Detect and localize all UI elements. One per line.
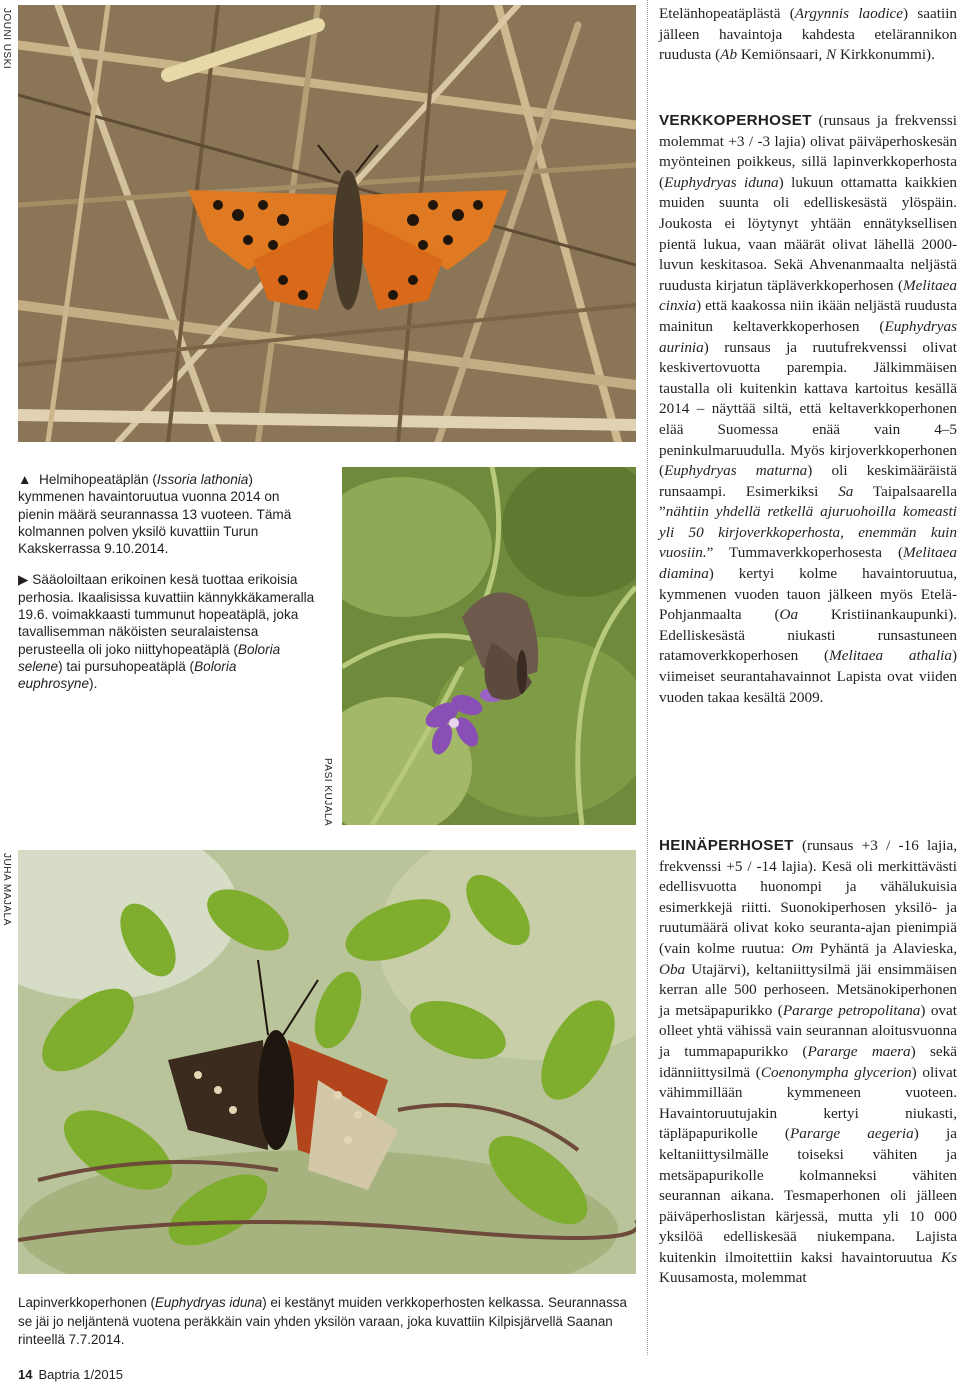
region-code: Om — [791, 939, 814, 957]
text: ) lukuun ottamatta kaikkien muiden suunta oli edelliskesästä ylöspäin. Joukosta ei löytynyt yhtään ennätyksellisen pientä lukua, vaan määrät olivat lähellä 2000-luvun keskitasoa. Sekä Ahvenanmaalta neljästä ruudusta kirjatun täpläverkkoperhosen ( — [659, 173, 957, 294]
right-triangle-icon: ▶ — [18, 572, 29, 588]
species-name: Melitaea diamina — [659, 544, 957, 583]
page-footer — [18, 1367, 123, 1382]
caption-text: Sääoloiltaan erikoinen kesä tuottaa erikoisia perhosia. Ikaalisissa kuvattiin kännykkäkameralla 19.6. voimakkaasti tummunut hopeatäplä, joka tavallisemman näköisten seuralaistensa perusteella oli joko niittyhopeatäplä ( — [18, 572, 315, 657]
text: ) sekä idänniittysilmä ( — [659, 1042, 957, 1081]
up-triangle-icon: ▲ — [18, 472, 32, 487]
species-name: Boloria selene — [18, 641, 281, 674]
photo-credit-bottom: JUHA MAJALA — [1, 853, 12, 926]
section-heading-verkkoperhoset: VERKKOPERHOSET — [659, 112, 812, 129]
caption-text: ). — [89, 676, 98, 692]
species-name: Pararge aegeria — [790, 1125, 914, 1143]
photo-darkened-fritillary — [342, 467, 636, 825]
text: (runsaus +3 / -16 lajia, frekvenssi +5 / -14 lajia). Kesä oli merkittävästi edellisvuotta huonompi ja vähälukuisia esimerkkejä riitti. Suonokiperhosen yksilö- ja ruutumäärä olivat koko seuranta-ajan pienimpiä (vain kolme ruutua: — [659, 837, 957, 957]
text: ) runsaus ja ruutufrekvenssi olivat keskivertovuotta parempia. Jälkimmäisen taustalla oli kuitenkin kattava kartoitus kesällä 2014 – näyttää siltä, että keltaverkkoperhonen elää Suomessa enää vain 4–5 peninkulmaruudulla. Myös kirjoverkkoperhonen ( — [659, 338, 957, 480]
text: ) saatiin jälleen havaintoja kahdesta etelärannikon ruudusta ( — [659, 5, 958, 64]
species-name: Argynnis laodice — [794, 5, 904, 22]
photo-lapland-fritillary — [18, 850, 636, 1274]
caption-text: ) ei kestänyt muiden verkkoperhosten kelkassa. Seurannassa se jäi jo neljäntenä vuotena peräkkäin vain yhden yksilön varaan, joka kuvattiin Kilpisjärvellä Saanan rinteellä 7.7.2014. — [18, 1295, 627, 1347]
text: Pyhäntä ja Alavieska, — [813, 939, 958, 957]
section-heading-heinaperhoset: HEINÄPERHOSET — [659, 837, 794, 854]
paragraph-intro — [659, 4, 957, 66]
photo-credit-middle: PASI KUJALA — [322, 758, 333, 827]
text: ) viimeiset seurantahavainnot Lapista ovat viiden vuoden takaa kesältä 2009. — [659, 647, 957, 706]
region-code: Sa — [838, 482, 854, 500]
species-name: Euphydryas iduna — [664, 173, 779, 191]
region-code: Oba — [659, 960, 686, 978]
column-divider — [647, 0, 648, 1355]
caption-text: Helmihopeatäplän ( — [39, 472, 157, 487]
caption-paragraph-1 — [18, 471, 318, 557]
region-code: N — [826, 46, 837, 64]
text: ) kertyi kolme havaintoruutua, kymmenen vuoden tauon jälkeen myös Etelä-Pohjanmaalta ( — [659, 565, 957, 624]
article-column-heinaperhoset — [659, 836, 957, 1289]
paragraph-heinaperhoset — [659, 836, 957, 1289]
text: Kemiönsaari, — [737, 46, 827, 64]
species-name: Melitaea athalia — [829, 647, 952, 665]
text: ) olivat vähimmillään kymmeneen vuoteen. Havaintoruutujakin kertyi niukasti, täpläpapurikolle ( — [659, 1063, 957, 1143]
species-name: Boloria euphrosyne — [18, 658, 237, 692]
text: Kirkkonummi). — [836, 46, 935, 64]
text: Kuusamosta, molemmat — [659, 1269, 807, 1287]
region-code: Ks — [940, 1248, 957, 1266]
caption-bottom — [18, 1294, 633, 1350]
species-name: Euphydryas aurinia — [659, 317, 957, 356]
article-column-verkkoperhoset — [659, 111, 957, 708]
text: Etelänhopeatäplästä ( — [659, 5, 795, 22]
photo-queen-of-spain-fritillary — [18, 5, 636, 442]
species-name: Pararge petropolitana — [782, 1001, 921, 1019]
quotation: nähtiin yhdellä retkellä ajuruohoilla komeasti yli 50 kirjoverkkoperhosta, enemmän kuin vuosiin. — [659, 503, 957, 562]
paragraph-verkkoperhoset — [659, 111, 957, 708]
text: Taipalsaarella ” — [659, 482, 958, 521]
species-name: Issoria lathonia — [156, 472, 249, 487]
photo-credit-top: JOUNI USKI — [1, 8, 12, 70]
text: (runsaus ja frekvenssi molemmat +3 / -3 lajia) olivat päiväperhoskesän myönteinen poikkeus, sillä lapinverkkoperhosta ( — [659, 112, 957, 191]
caption-text: Lapinverkkoperhonen ( — [18, 1295, 155, 1310]
caption-left — [18, 471, 318, 707]
region-code: Oa — [779, 606, 799, 624]
species-name: Melitaea cinxia — [659, 276, 957, 315]
text: ) että kaakossa niin ikään neljästä ruudusta mainitun keltaverkkoperhosen ( — [659, 297, 957, 335]
text: ” Tummaverkkoperhosesta ( — [706, 544, 904, 562]
text: Utajärvi), keltaniittysilmä jäi ensimmäisen kerran alle 500 perhoseen. Metsänokiperhonen ja metsäpapurikko ( — [659, 960, 957, 1019]
publication-name: Baptria 1/2015 — [38, 1367, 124, 1382]
region-code: Ab — [720, 46, 738, 64]
page-number: 14 — [18, 1367, 33, 1382]
species-name: Euphydryas maturna — [664, 462, 808, 480]
text: ) ja keltaniittysilmälle toiseksi vähiten ja metsäpapurikolle kolmanneksi vähiten seurannan aikana. Tesmaperhonen oli jälleen päiväperhoslistan kärjessä, mutta yli 10 000 yksilöä edelliskesää niukempana. Lajista kuitenkin ilmoitettiin kaksi havaintoruutua — [659, 1125, 957, 1266]
species-name: Euphydryas iduna — [154, 1295, 263, 1310]
caption-paragraph-2 — [18, 571, 318, 692]
caption-text: ) tai pursuhopeatäplä ( — [58, 658, 195, 674]
species-name: Pararge maera — [807, 1042, 911, 1060]
text: Kristiinankaupunki). Edelliskesästä niukasti runsastuneen ratamoverkkoperhosen ( — [659, 606, 957, 665]
text: ) oli keskimääräistä runsaampi. Esimerkiksi — [659, 462, 957, 500]
species-name: Coenonympha glycerion — [760, 1063, 912, 1081]
caption-text: ) kymmenen havaintoruutua vuonna 2014 on pienin määrä seurannassa 13 vuoteen. Tämä kolmannen polven yksilö kuvattiin Turun Kakskerrassa 9.10.2014. — [18, 472, 292, 557]
article-column-intro — [659, 4, 957, 66]
text: ) ovat olleet yhtä vähissä vain seurannan aloitusvuonna ja tummapapurikko ( — [659, 1001, 957, 1060]
